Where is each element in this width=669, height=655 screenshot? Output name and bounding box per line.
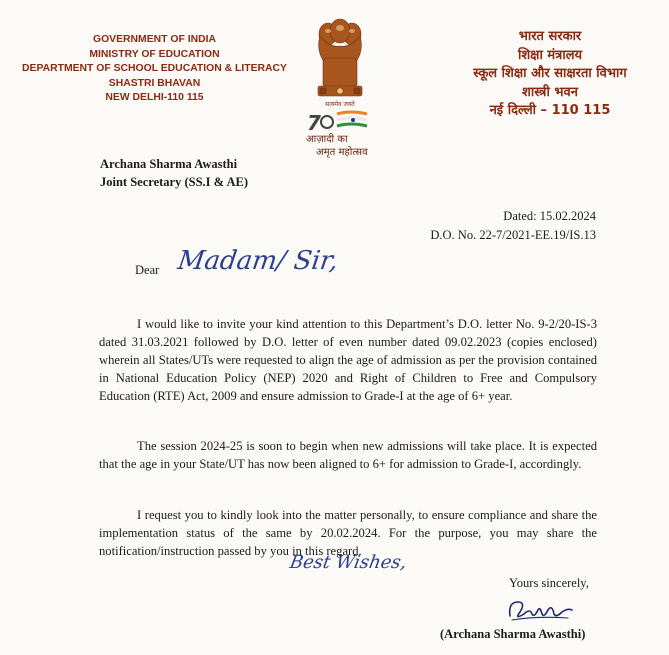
signatory-name: (Archana Sharma Awasthi) [440, 627, 586, 641]
header-en-line: MINISTRY OF EDUCATION [89, 48, 220, 60]
header-hi-line: नई दिल्ली – 110 115 [489, 103, 611, 118]
header-hi-line: भारत सरकार [518, 29, 582, 44]
letter-date: Dated: 15.02.2024 [503, 209, 596, 223]
body-paragraph-2 [99, 438, 597, 474]
body-paragraph-1 [99, 316, 597, 406]
azadi-text-line1: आज़ादी का [306, 134, 348, 145]
header-hi-line: शास्त्री भवन [522, 84, 578, 100]
header-en-line: GOVERNMENT OF INDIA [93, 34, 216, 45]
sender-block [100, 156, 248, 191]
paragraph-text: The session 2024-25 is soon to begin when new admissions will take place. It is expected that the age in your State/UT has now been aligned to 6+ for admission to Grade-I, accordingly. [99, 439, 597, 471]
header-en-line: SHASTRI BHAVAN [108, 77, 201, 89]
paragraph-text: I request you to kindly look into the matter personally, to ensure compliance and share the implementation status of the same by 20.02.2024. For the purpose, you may share the notification/instruction passed by you in this regard. [99, 508, 597, 558]
svg-text:7: 7 [307, 111, 321, 135]
letter-reference-number: D.O. No. 22-7/2021-EE.19/IS.13 [430, 228, 596, 242]
header-hi-line: स्कूल शिक्षा और साक्षरता विभाग [473, 66, 627, 81]
handwritten-salutation: Madam/ Sir, [175, 246, 341, 276]
signature-icon [506, 596, 576, 624]
header-en-line: NEW DELHI-110 115 [105, 92, 204, 104]
closing-yours-sincerely: Yours sincerely, [509, 576, 589, 590]
header-english [22, 33, 287, 106]
header-hindi [440, 28, 660, 121]
salutation-dear: Dear [135, 263, 160, 277]
header-hi-line: शिक्षा मंत्रालय [517, 47, 583, 63]
sender-name: Archana Sharma Awasthi [100, 157, 238, 171]
paragraph-text: I would like to invite your kind attention to this Department’s D.O. letter No. 9-2/20-IS-3 dated 31.03.2021 followed by D.O. letter of even number dated 09.02.2023 (copies enclosed) wherein all States/UTs were requested to align the age of admission as per the provision contained in National Education Policy (NEP) 2020 and Right of Children to Free and Compulsory Education (RTE) Act, 2009 and ensure admission to Grade-I at the age of 6+ year. [99, 317, 597, 403]
emblem-motto: सत्यमेव जयते [325, 101, 355, 108]
sender-designation: Joint Secretary (SS.I & AE) [100, 174, 249, 189]
azadi-text-line2: अमृत महोत्सव [316, 147, 368, 158]
header-en-line: DEPARTMENT OF SCHOOL EDUCATION & LITERACY [22, 63, 287, 75]
handwritten-best-wishes: Best Wishes, [288, 552, 409, 573]
